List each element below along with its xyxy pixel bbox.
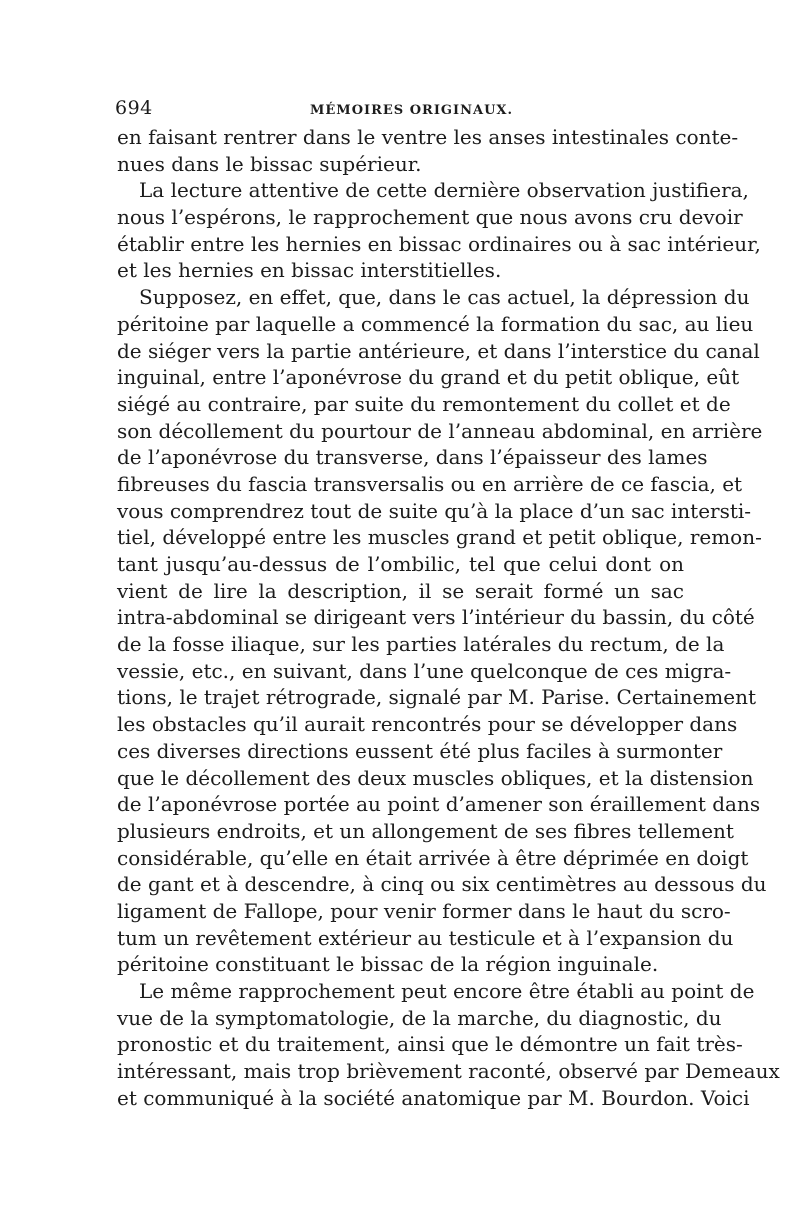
- text-line: de siéger vers la partie antérieure, et dans l’interstice du canal: [117, 338, 760, 363]
- text-line: vue de la symptomatologie, de la marche, du diagnostic, du: [117, 1005, 722, 1030]
- text-line: fibreuses du fascia transversalis ou en arrière de ce fascia, et: [117, 471, 743, 496]
- text-line: que le décollement des deux muscles obliques, et la distension: [117, 765, 754, 790]
- text-line: et les hernies en bissac interstitielles.: [117, 258, 502, 283]
- page-number: 694: [115, 97, 153, 119]
- text-line: son décollement du pourtour de l’anneau abdominal, en arrière: [117, 418, 763, 443]
- text-line: établir entre les hernies en bissac ordinaires ou à sac intérieur,: [117, 231, 761, 256]
- text-line: nous l’espérons, le rapprochement que nous avons cru devoir: [117, 205, 743, 230]
- text-line: de l’aponévrose du transverse, dans l’épaisseur des lames: [117, 445, 708, 470]
- text-line: ces diverses directions eussent été plus faciles à surmonter: [117, 738, 723, 763]
- text-line: tant jusqu’au-dessus de l’ombilic, tel que celui dont on: [117, 552, 684, 576]
- text-line: inguinal, entre l’aponévrose du grand et du petit oblique, eût: [117, 365, 740, 390]
- text-line: vous comprendrez tout de suite qu’à la place d’un sac intersti-: [117, 498, 752, 523]
- text-line: Le même rapprochement peut encore être établi au point de: [139, 979, 755, 1003]
- text-line: vient de lire la description, il se serait formé un sac: [117, 578, 684, 603]
- text-line: nues dans le bissac supérieur.: [117, 151, 422, 176]
- text-line: intra-abdominal se dirigeant vers l’intérieur du bassin, du côté: [117, 605, 755, 630]
- text-line: La lecture attentive de cette dernière observation justifiera,: [139, 178, 749, 203]
- running-title: MÉMOIRES ORIGINAUX.: [310, 103, 514, 118]
- text-line: en faisant rentrer dans le ventre les anses intestinales conte-: [117, 125, 739, 149]
- text-line: de la fosse iliaque, sur les parties latérales du rectum, de la: [117, 632, 725, 657]
- text-line: plusieurs endroits, et un allongement de ses fibres tellement: [117, 818, 734, 843]
- text-line: de gant et à descendre, à cinq ou six centimètres au dessous du: [117, 872, 767, 897]
- text-line: et communiqué à la société anatomique par M. Bourdon. Voici: [117, 1085, 750, 1110]
- body-text: [117, 124, 780, 1111]
- text-line: Supposez, en effet, que, dans le cas actuel, la dépression du: [139, 285, 750, 310]
- text-line: tiel, développé entre les muscles grand et petit oblique, remon-: [117, 525, 762, 550]
- text-line: ligament de Fallope, pour venir former dans le haut du scro-: [117, 898, 731, 923]
- text-line: les obstacles qu’il aurait rencontrés pour se développer dans: [117, 712, 738, 737]
- text-line: tum un revêtement extérieur au testicule et à l’expansion du: [117, 925, 734, 950]
- text-line: péritoine constituant le bissac de la région inguinale.: [117, 952, 659, 977]
- text-line: de l’aponévrose portée au point d’amener son éraillement dans: [117, 792, 761, 817]
- text-line: considérable, qu’elle en était arrivée à être déprimée en doigt: [117, 845, 749, 870]
- text-line: péritoine par laquelle a commencé la formation du sac, au lieu: [117, 311, 754, 336]
- text-line: pronostic et du traitement, ainsi que le démontre un fait très-: [117, 1032, 743, 1057]
- text-line: vessie, etc., en suivant, dans l’une quelconque de ces migra-: [117, 658, 732, 683]
- text-line: siégé au contraire, par suite du remontement du collet et de: [117, 391, 731, 416]
- text-line: tions, le trajet rétrograde, signalé par M. Parise. Certainement: [117, 685, 756, 710]
- text-line: intéressant, mais trop brièvement raconté, observé par Demeaux: [117, 1059, 780, 1084]
